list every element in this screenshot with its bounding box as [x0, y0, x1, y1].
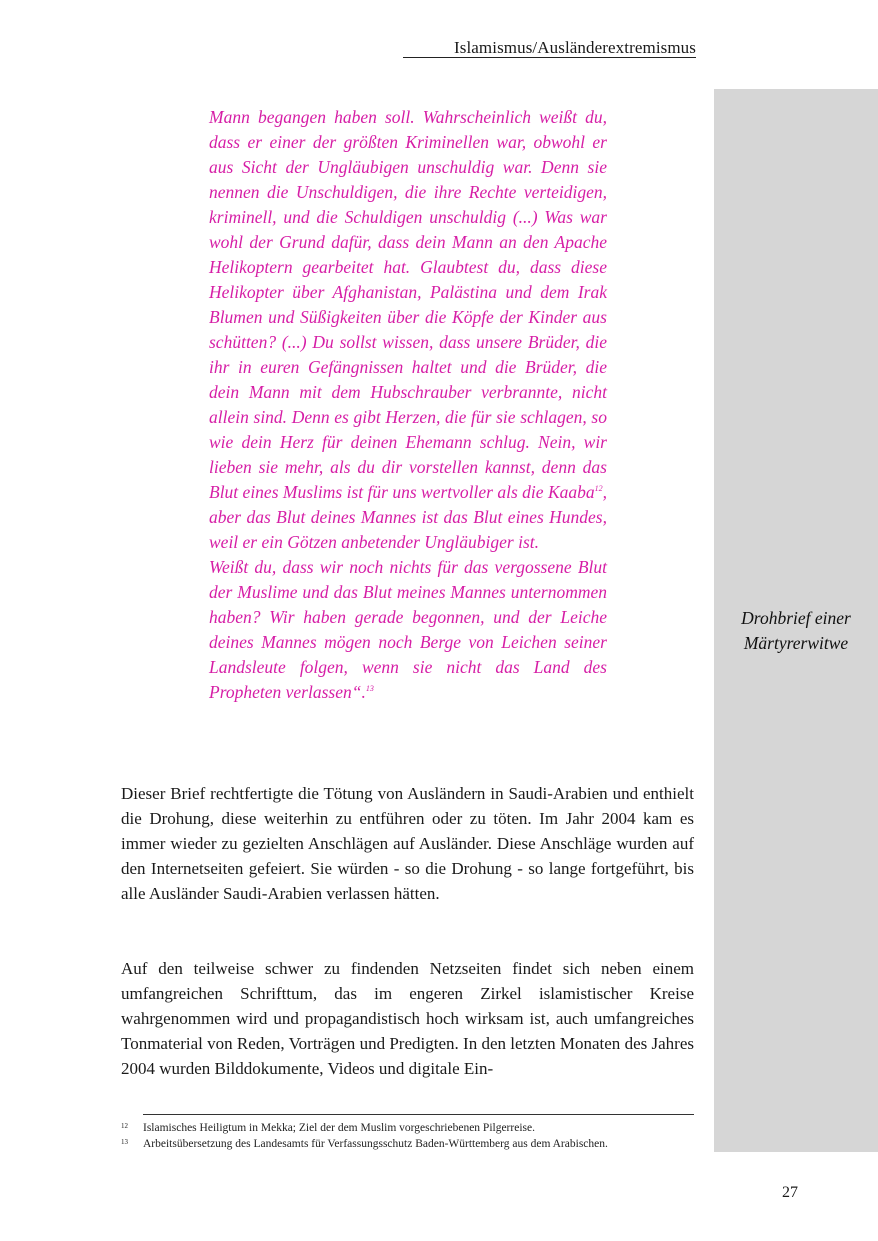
- footnote-rule: [143, 1114, 694, 1115]
- margin-note: [714, 606, 878, 656]
- footnote-text: Islamisches Heiligtum in Mekka; Ziel der dem Muslim vorgeschriebenen Pilgerreise.: [143, 1122, 535, 1134]
- footnotes: [121, 1120, 701, 1152]
- quote-paragraph-2: [209, 555, 607, 705]
- quote-text: Weißt du, dass wir noch nichts für das vergossene Blut der Muslime und das Blut meines Mannes unternommen haben? Wir haben gerade begonnen, und der Leiche deines Mannes mögen noch Berge von Leichen seiner Landsleute folgen, wenn sie nicht das Land des Propheten verlassen“.: [209, 557, 607, 702]
- running-header: Islamismus/Ausländerextremismus: [453, 38, 696, 57]
- footnote-ref-13[interactable]: 13: [365, 684, 374, 694]
- footnote-ref-12[interactable]: 12: [594, 484, 603, 494]
- body-paragraph-2: [121, 956, 694, 1081]
- footnote-number: 12: [121, 1122, 128, 1130]
- header-rule: [403, 57, 696, 58]
- quote-paragraph-1: [209, 105, 607, 555]
- margin-note-line-2: Märtyrerwitwe: [743, 633, 849, 653]
- quote-text: Mann begangen haben soll. Wahrscheinlich weißt du, dass er einer der größten Kriminellen war, obwohl er aus Sicht der Ungläubigen unschuldig war. Denn sie nennen die Unschuldigen, die ihre Rechte verteidigen, kriminell, und die Schuldigen unschuldig (...) Was war wohl der Grund dafür, dass dein Mann an den Apache Helikoptern gearbeitet hat. Glaubtest du, dass diese Helikopter über Afghanistan, Palästina und dem Irak Blumen und Süßigkeiten über die Köpfe der Kinder aus schütten? (...) Du sollst wissen, dass unsere Brüder, die ihr in euren Gefängnissen haltet und die Brüder, die dein Mann mit dem Hubschrauber verbrannte, nicht allein sind. Denn es gibt Herzen, die für sie schlagen, so wie dein Herz für deinen Ehemann schlug. Nein, wir lieben sie mehr, als du dir vorstellen kannst, denn das Blut eines Muslims ist für uns wertvoller als die Kaaba: [209, 107, 607, 502]
- body-paragraph-1: [121, 781, 694, 906]
- paragraph-text: Auf den teilweise schwer zu findenden Netzseiten findet sich neben einem umfangreichen Schrifttum, das im engeren Zirkel islamistischer Kreise wahrgenommen wird und propagandistisch hoch wirksam ist, auch umfangreiches Tonmaterial von Reden, Vorträgen und Predigten. In den letzten Monaten des Jahres 2004 wurden Bilddokumente, Videos und digitale Ein-: [121, 959, 694, 1078]
- footnote-12: [121, 1120, 701, 1136]
- quote-text: , aber das Blut deines Mannes ist das Blut eines Hundes, weil er ein Götzen anbetender Ungläubiger ist.: [209, 482, 607, 552]
- footnote-13: [121, 1136, 701, 1152]
- page-number: 27: [782, 1184, 798, 1201]
- quoted-letter: [209, 105, 607, 705]
- paragraph-text: Dieser Brief rechtfertigte die Tötung von Ausländern in Saudi-Arabien und enthielt die Drohung, diese weiterhin zu entführen oder zu töten. Im Jahr 2004 kam es immer wieder zu gezielten Anschlägen auf Ausländer. Diese Anschläge wurden auf den Internetseiten gefeiert. Sie würden - so die Drohung - so lange fortgeführt, bis alle Ausländer Saudi-Arabien verlassen hätten.: [121, 784, 694, 903]
- footnote-number: 13: [121, 1138, 128, 1146]
- footnote-text: Arbeitsübersetzung des Landesamts für Verfassungsschutz Baden-Württemberg aus dem Arabischen.: [143, 1138, 608, 1150]
- margin-note-line-1: Drohbrief einer: [741, 608, 851, 628]
